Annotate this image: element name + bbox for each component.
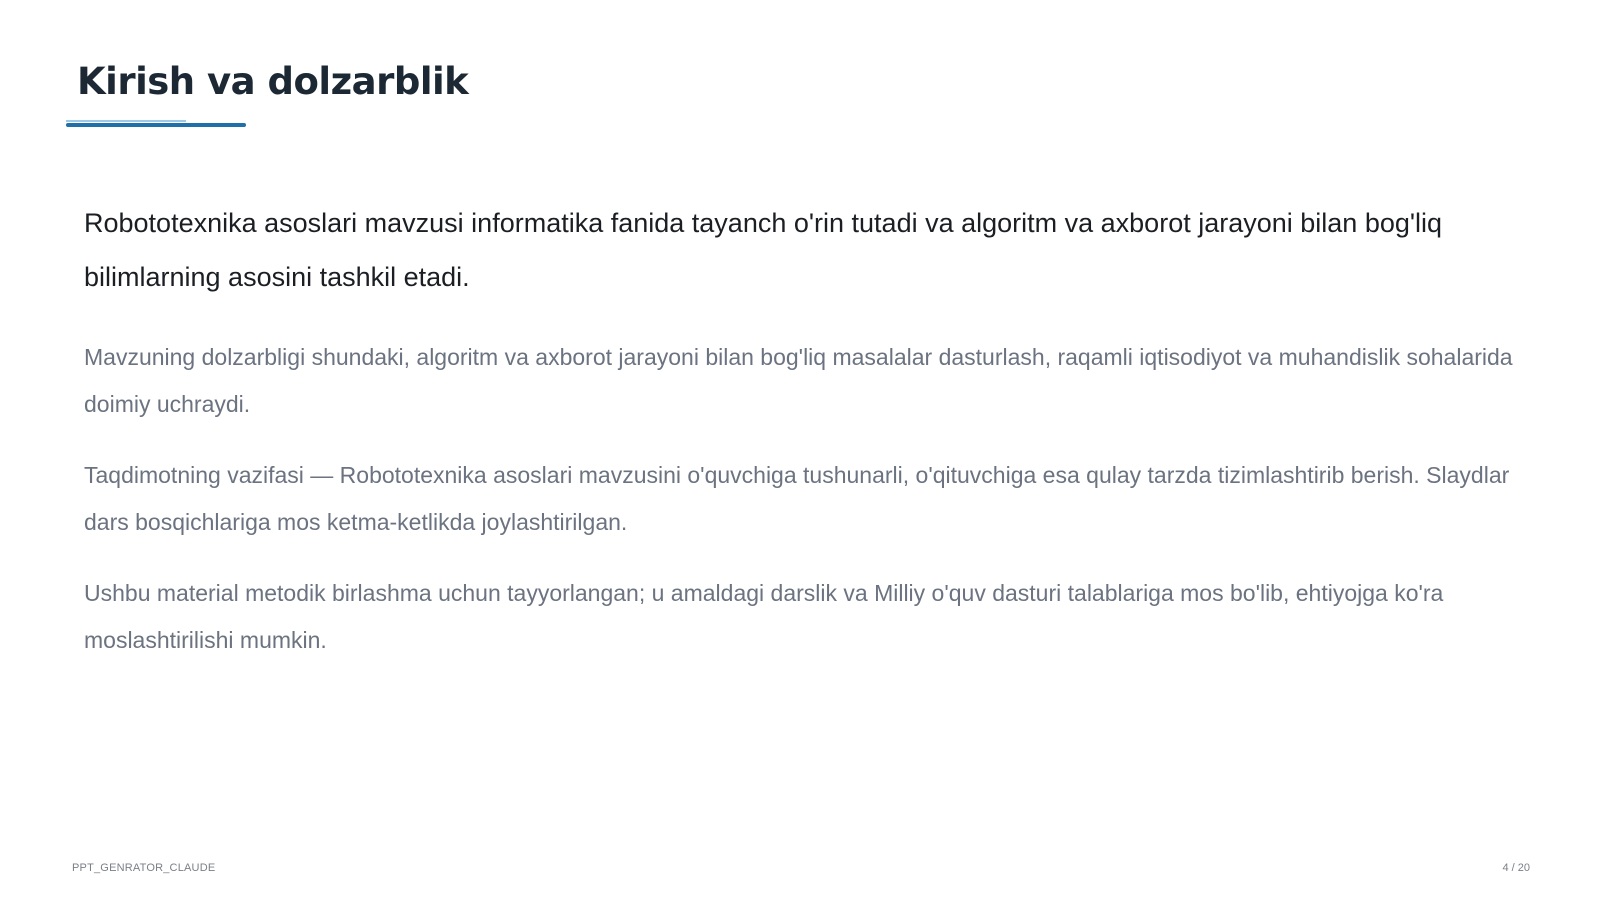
page-number: 4 / 20 xyxy=(1502,862,1530,874)
footer-brand: PPT_GENRATOR_CLAUDE xyxy=(72,862,216,874)
body-paragraph-purpose: Taqdimotning vazifasi — Robototexnika asoslari mavzusini o'quvchiga tushunarli, o'qituvchiga esa qulay tarzda tizimlashtirib berish. Slaydlar dars bosqichlariga mos ketma-ketlikda joylashtirilgan. xyxy=(84,462,1510,535)
slide-body xyxy=(84,196,1524,688)
slide-title: Kirish va dolzarblik xyxy=(77,60,469,103)
body-paragraph-relevance: Mavzuning dolzarbligi shundaki, algoritm va axborot jarayoni bilan bog'liq masalalar dasturlash, raqamli iqtisodiyot va muhandislik sohalarida doimiy uchraydi. xyxy=(84,344,1513,417)
title-underline xyxy=(66,123,246,127)
body-paragraph-material: Ushbu material metodik birlashma uchun tayyorlangan; u amaldagi darslik va Milliy o'quv dasturi talablariga mos bo'lib, ehtiyojga ko'ra moslashtirilishi mumkin. xyxy=(84,580,1444,653)
title-underline-accent xyxy=(66,120,186,122)
lead-paragraph: Robototexnika asoslari mavzusi informatika fanida tayanch o'rin tutadi va algoritm va axborot jarayoni bilan bog'liq bilimlarning asosini tashkil etadi. xyxy=(84,208,1443,292)
